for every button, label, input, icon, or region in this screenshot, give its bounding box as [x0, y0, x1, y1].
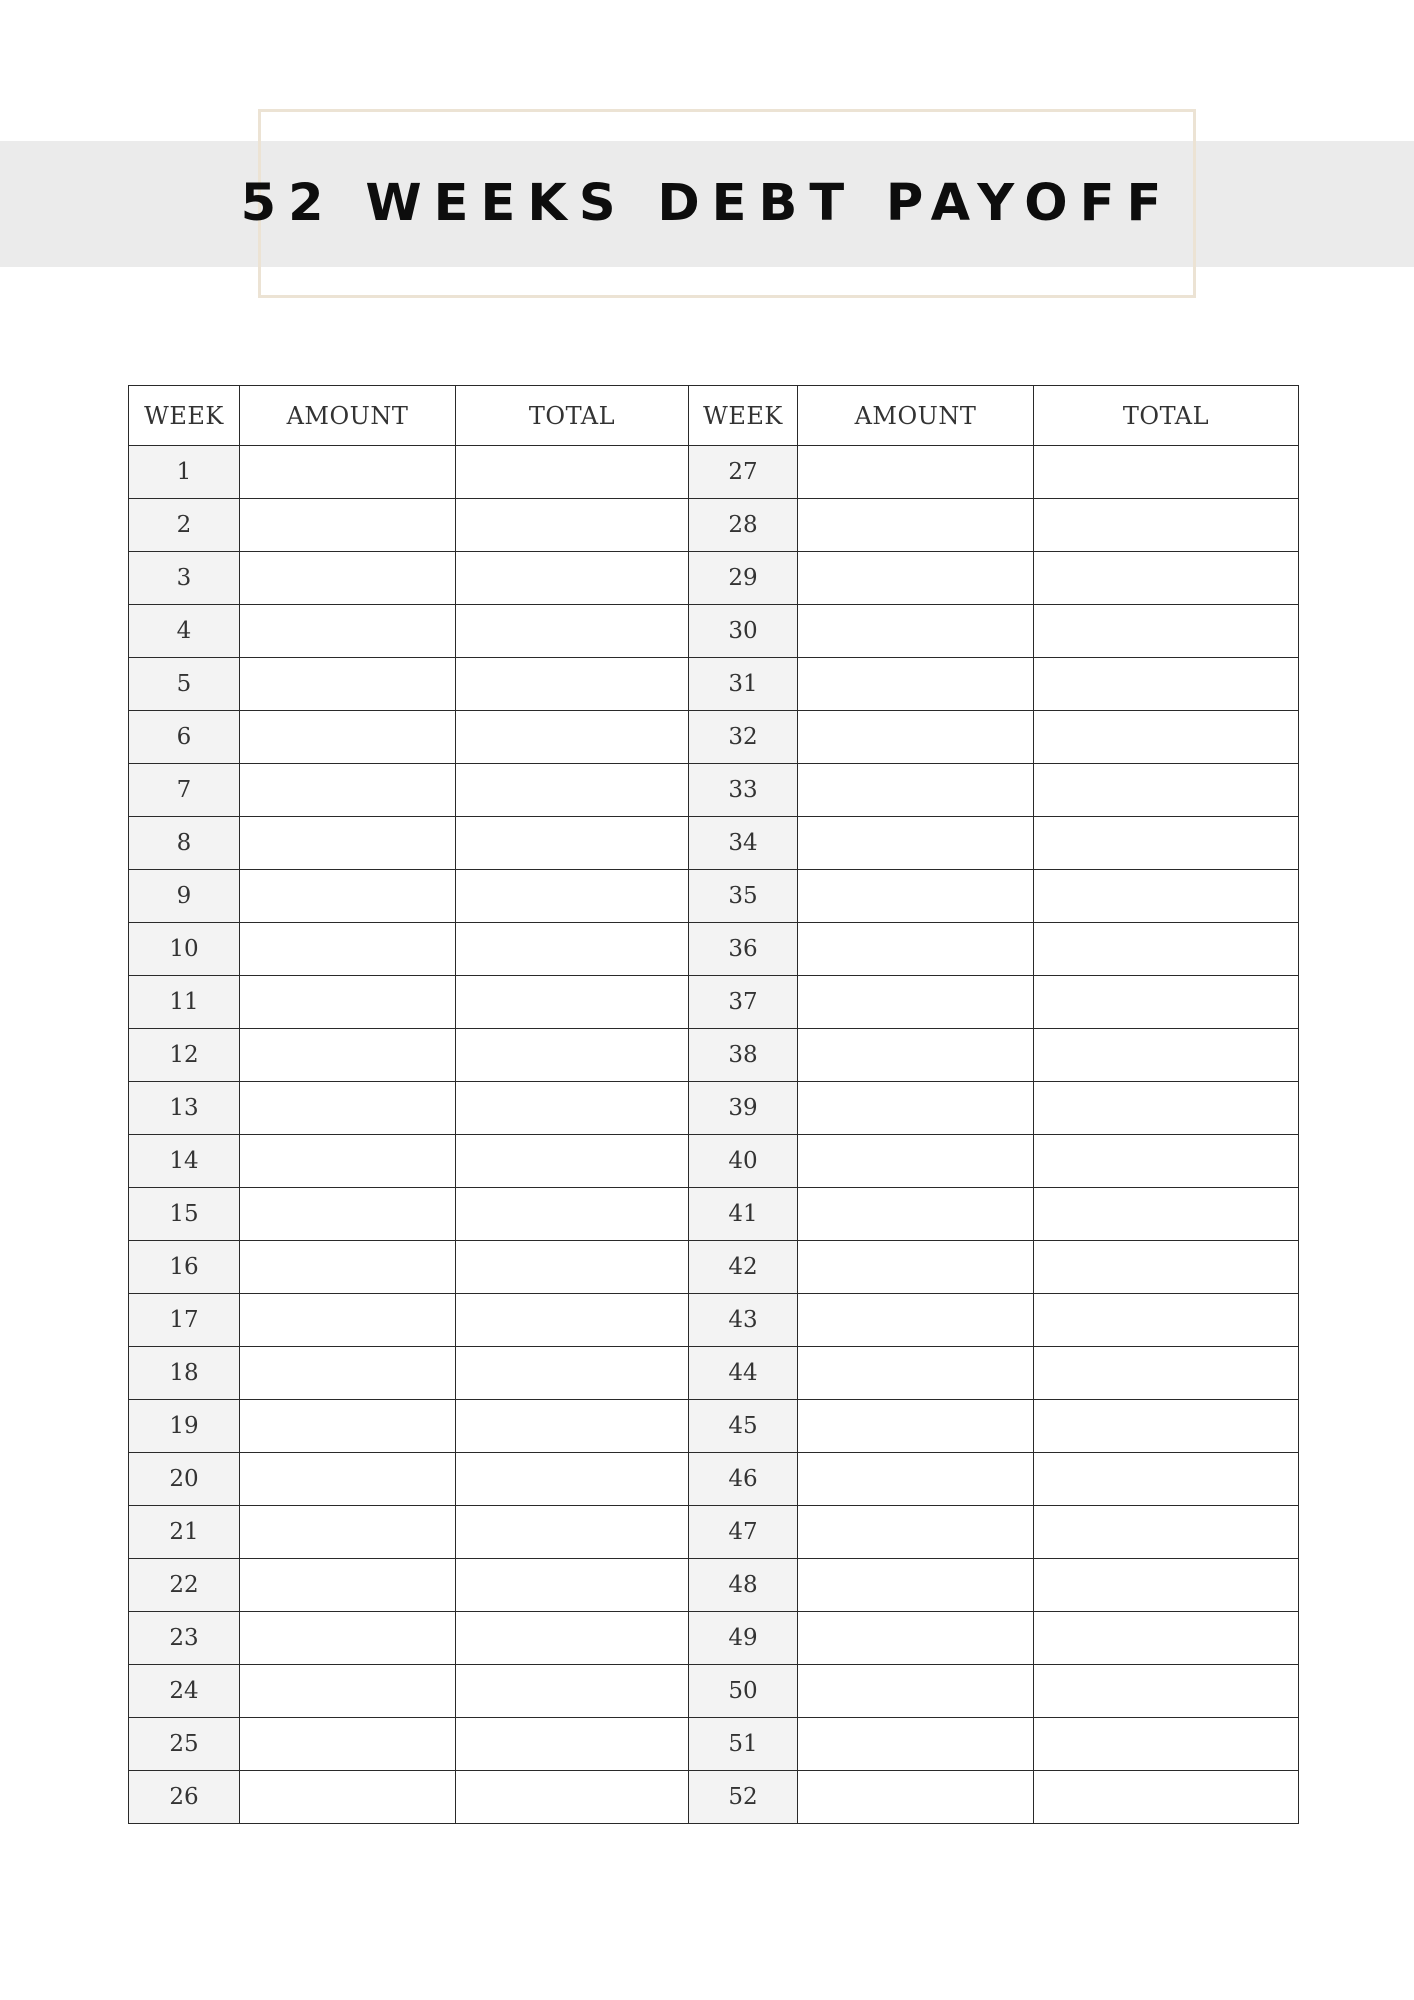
week-number-cell: 49	[689, 1612, 798, 1665]
week-number-cell: 31	[689, 658, 798, 711]
table-row	[129, 658, 1299, 711]
total-cell[interactable]	[456, 923, 689, 976]
week-number-cell: 21	[129, 1506, 240, 1559]
table-row	[129, 1029, 1299, 1082]
amount-cell[interactable]	[240, 1506, 456, 1559]
amount-cell[interactable]	[240, 605, 456, 658]
amount-cell[interactable]	[798, 764, 1034, 817]
total-cell[interactable]	[456, 1241, 689, 1294]
amount-cell[interactable]	[240, 1612, 456, 1665]
total-cell[interactable]	[456, 605, 689, 658]
total-cell[interactable]	[1034, 446, 1299, 499]
table-row	[129, 446, 1299, 499]
amount-cell[interactable]	[798, 1347, 1034, 1400]
table-row	[129, 1453, 1299, 1506]
table-row	[129, 499, 1299, 552]
header-week-left: WEEK	[129, 386, 240, 446]
amount-cell[interactable]	[240, 817, 456, 870]
total-cell[interactable]	[1034, 1771, 1299, 1824]
total-cell[interactable]	[456, 1188, 689, 1241]
week-number-cell: 33	[689, 764, 798, 817]
total-cell[interactable]	[1034, 1612, 1299, 1665]
week-number-cell: 23	[129, 1612, 240, 1665]
amount-cell[interactable]	[240, 499, 456, 552]
amount-cell[interactable]	[240, 552, 456, 605]
header-amount-right: AMOUNT	[798, 386, 1034, 446]
total-cell[interactable]	[456, 1347, 689, 1400]
amount-cell[interactable]	[798, 552, 1034, 605]
header-week-right: WEEK	[689, 386, 798, 446]
week-number-cell: 5	[129, 658, 240, 711]
week-number-cell: 6	[129, 711, 240, 764]
table-row	[129, 1347, 1299, 1400]
total-cell[interactable]	[1034, 605, 1299, 658]
total-cell[interactable]	[1034, 658, 1299, 711]
total-cell[interactable]	[456, 552, 689, 605]
amount-cell[interactable]	[798, 870, 1034, 923]
total-cell[interactable]	[1034, 923, 1299, 976]
amount-cell[interactable]	[798, 817, 1034, 870]
week-number-cell: 50	[689, 1665, 798, 1718]
amount-cell[interactable]	[240, 870, 456, 923]
table-header-row	[129, 386, 1299, 446]
amount-cell[interactable]	[798, 499, 1034, 552]
amount-cell[interactable]	[240, 1771, 456, 1824]
amount-cell[interactable]	[240, 1665, 456, 1718]
week-number-cell: 35	[689, 870, 798, 923]
week-number-cell: 41	[689, 1188, 798, 1241]
table-row	[129, 605, 1299, 658]
table-row	[129, 817, 1299, 870]
total-cell[interactable]	[456, 1082, 689, 1135]
amount-cell[interactable]	[240, 1188, 456, 1241]
table-row	[129, 1665, 1299, 1718]
table-row	[129, 1506, 1299, 1559]
total-cell[interactable]	[456, 446, 689, 499]
week-number-cell: 24	[129, 1665, 240, 1718]
amount-cell[interactable]	[798, 1241, 1034, 1294]
week-number-cell: 32	[689, 711, 798, 764]
table-row	[129, 923, 1299, 976]
total-cell[interactable]	[1034, 1082, 1299, 1135]
amount-cell[interactable]	[798, 1559, 1034, 1612]
amount-cell[interactable]	[798, 1771, 1034, 1824]
week-number-cell: 19	[129, 1400, 240, 1453]
total-cell[interactable]	[1034, 1506, 1299, 1559]
total-cell[interactable]	[456, 976, 689, 1029]
week-number-cell: 8	[129, 817, 240, 870]
amount-cell[interactable]	[798, 1612, 1034, 1665]
total-cell[interactable]	[1034, 870, 1299, 923]
amount-cell[interactable]	[798, 1029, 1034, 1082]
week-number-cell: 28	[689, 499, 798, 552]
amount-cell[interactable]	[240, 1347, 456, 1400]
table-row	[129, 552, 1299, 605]
amount-cell[interactable]	[798, 1188, 1034, 1241]
total-cell[interactable]	[1034, 1294, 1299, 1347]
table-row	[129, 976, 1299, 1029]
total-cell[interactable]	[1034, 1559, 1299, 1612]
total-cell[interactable]	[456, 1294, 689, 1347]
total-cell[interactable]	[456, 1029, 689, 1082]
week-number-cell: 36	[689, 923, 798, 976]
amount-cell[interactable]	[798, 976, 1034, 1029]
table-row	[129, 1294, 1299, 1347]
total-cell[interactable]	[1034, 1665, 1299, 1718]
week-number-cell: 7	[129, 764, 240, 817]
amount-cell[interactable]	[240, 923, 456, 976]
amount-cell[interactable]	[798, 1453, 1034, 1506]
header-amount-left: AMOUNT	[240, 386, 456, 446]
week-number-cell: 15	[129, 1188, 240, 1241]
week-number-cell: 2	[129, 499, 240, 552]
table-row	[129, 764, 1299, 817]
debt-payoff-table	[128, 385, 1299, 1824]
week-number-cell: 37	[689, 976, 798, 1029]
week-number-cell: 17	[129, 1294, 240, 1347]
total-cell[interactable]	[1034, 552, 1299, 605]
amount-cell[interactable]	[240, 1135, 456, 1188]
table-row	[129, 870, 1299, 923]
table-row	[129, 1241, 1299, 1294]
amount-cell[interactable]	[240, 976, 456, 1029]
table-row	[129, 1082, 1299, 1135]
total-cell[interactable]	[456, 1718, 689, 1771]
total-cell[interactable]	[456, 1771, 689, 1824]
amount-cell[interactable]	[240, 1400, 456, 1453]
week-number-cell: 16	[129, 1241, 240, 1294]
amount-cell[interactable]	[240, 1718, 456, 1771]
week-number-cell: 9	[129, 870, 240, 923]
total-cell[interactable]	[456, 499, 689, 552]
total-cell[interactable]	[456, 1612, 689, 1665]
week-number-cell: 3	[129, 552, 240, 605]
week-number-cell: 44	[689, 1347, 798, 1400]
amount-cell[interactable]	[240, 711, 456, 764]
amount-cell[interactable]	[240, 1029, 456, 1082]
table-row	[129, 1718, 1299, 1771]
amount-cell[interactable]	[240, 446, 456, 499]
week-number-cell: 12	[129, 1029, 240, 1082]
amount-cell[interactable]	[798, 658, 1034, 711]
total-cell[interactable]	[456, 1135, 689, 1188]
table-row	[129, 1400, 1299, 1453]
week-number-cell: 47	[689, 1506, 798, 1559]
table-row	[129, 1559, 1299, 1612]
week-number-cell: 30	[689, 605, 798, 658]
table-row	[129, 1135, 1299, 1188]
amount-cell[interactable]	[798, 1294, 1034, 1347]
amount-cell[interactable]	[798, 1718, 1034, 1771]
total-cell[interactable]	[1034, 1718, 1299, 1771]
amount-cell[interactable]	[798, 1135, 1034, 1188]
total-cell[interactable]	[456, 1506, 689, 1559]
total-cell[interactable]	[1034, 976, 1299, 1029]
table-row	[129, 1771, 1299, 1824]
total-cell[interactable]	[456, 870, 689, 923]
week-number-cell: 34	[689, 817, 798, 870]
total-cell[interactable]	[456, 1400, 689, 1453]
week-number-cell: 51	[689, 1718, 798, 1771]
table-row	[129, 1188, 1299, 1241]
total-cell[interactable]	[456, 1665, 689, 1718]
amount-cell[interactable]	[240, 1241, 456, 1294]
week-number-cell: 48	[689, 1559, 798, 1612]
total-cell[interactable]	[1034, 499, 1299, 552]
amount-cell[interactable]	[798, 1082, 1034, 1135]
week-number-cell: 42	[689, 1241, 798, 1294]
total-cell[interactable]	[456, 1453, 689, 1506]
week-number-cell: 13	[129, 1082, 240, 1135]
amount-cell[interactable]	[798, 923, 1034, 976]
amount-cell[interactable]	[240, 1453, 456, 1506]
total-cell[interactable]	[456, 817, 689, 870]
amount-cell[interactable]	[240, 1082, 456, 1135]
total-cell[interactable]	[456, 1559, 689, 1612]
total-cell[interactable]	[456, 711, 689, 764]
total-cell[interactable]	[1034, 1029, 1299, 1082]
amount-cell[interactable]	[240, 1294, 456, 1347]
week-number-cell: 43	[689, 1294, 798, 1347]
week-number-cell: 10	[129, 923, 240, 976]
table-row	[129, 1612, 1299, 1665]
total-cell[interactable]	[1034, 764, 1299, 817]
week-number-cell: 39	[689, 1082, 798, 1135]
table-row	[129, 711, 1299, 764]
total-cell[interactable]	[1034, 817, 1299, 870]
page-title: 52 WEEKS DEBT PAYOFF	[240, 174, 1174, 233]
week-number-cell: 4	[129, 605, 240, 658]
week-number-cell: 20	[129, 1453, 240, 1506]
week-number-cell: 29	[689, 552, 798, 605]
amount-cell[interactable]	[798, 1400, 1034, 1453]
amount-cell[interactable]	[240, 1559, 456, 1612]
header-total-right: TOTAL	[1034, 386, 1299, 446]
total-cell[interactable]	[1034, 711, 1299, 764]
total-cell[interactable]	[1034, 1135, 1299, 1188]
amount-cell[interactable]	[798, 711, 1034, 764]
header-total-left: TOTAL	[456, 386, 689, 446]
week-number-cell: 18	[129, 1347, 240, 1400]
total-cell[interactable]	[1034, 1241, 1299, 1294]
week-number-cell: 1	[129, 446, 240, 499]
week-number-cell: 46	[689, 1453, 798, 1506]
total-cell[interactable]	[456, 764, 689, 817]
total-cell[interactable]	[456, 658, 689, 711]
week-number-cell: 11	[129, 976, 240, 1029]
week-number-cell: 52	[689, 1771, 798, 1824]
amount-cell[interactable]	[798, 446, 1034, 499]
total-cell[interactable]	[1034, 1453, 1299, 1506]
week-number-cell: 14	[129, 1135, 240, 1188]
amount-cell[interactable]	[798, 605, 1034, 658]
amount-cell[interactable]	[240, 764, 456, 817]
total-cell[interactable]	[1034, 1400, 1299, 1453]
amount-cell[interactable]	[240, 658, 456, 711]
total-cell[interactable]	[1034, 1347, 1299, 1400]
week-number-cell: 26	[129, 1771, 240, 1824]
amount-cell[interactable]	[798, 1506, 1034, 1559]
total-cell[interactable]	[1034, 1188, 1299, 1241]
week-number-cell: 27	[689, 446, 798, 499]
week-number-cell: 38	[689, 1029, 798, 1082]
week-number-cell: 25	[129, 1718, 240, 1771]
week-number-cell: 45	[689, 1400, 798, 1453]
table-body	[129, 446, 1299, 1824]
week-number-cell: 40	[689, 1135, 798, 1188]
week-number-cell: 22	[129, 1559, 240, 1612]
amount-cell[interactable]	[798, 1665, 1034, 1718]
